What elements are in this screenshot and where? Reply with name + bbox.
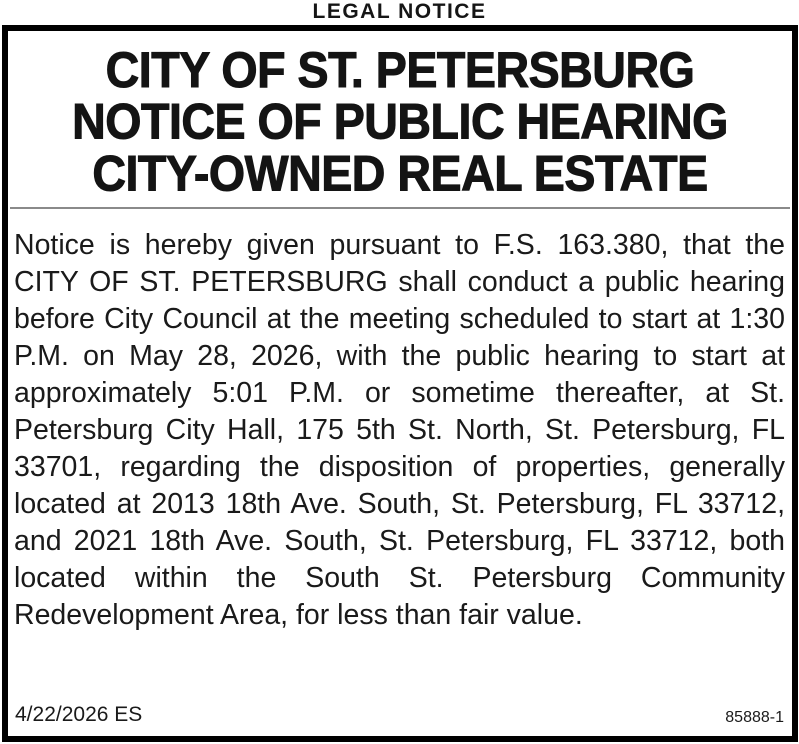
- legal-notice-header-label: LEGAL NOTICE: [312, 0, 487, 23]
- notice-body-text: Notice is hereby given pursuant to F.S. 163.380, that the CITY OF ST. PETERSBURG shall conduct a public hearing before City Council at the meeting scheduled to start at 1:30 P.M. on May 28, 2026, with the public hearing to start at approximately 5:01 P.M. or sometime thereafter, at St. Petersburg City Hall, 175 5th St. North, St. Petersburg, FL 33701, regarding the disposition of properties, generally located at 2013 18th Ave. South, St. Petersburg, FL 33712, and 2021 18th Ave. South, St. Petersburg, FL 33712, both located within the South St. Petersburg Community Redevelopment Area, for less than fair value.: [14, 229, 785, 631]
- notice-number-label: 85888-1: [725, 709, 784, 726]
- notice-title-line-1: CITY OF ST. PETERSBURG: [105, 42, 695, 99]
- publication-date-label: 4/22/2026 ES: [15, 703, 143, 726]
- notice-footer: [8, 702, 792, 736]
- notice-title: [8, 31, 792, 201]
- title-divider: [10, 207, 790, 209]
- notice-title-line-2: NOTICE OF PUBLIC HEARING: [72, 94, 728, 151]
- notice-title-line-3: CITY-OWNED REAL ESTATE: [92, 146, 708, 203]
- notice-box: [2, 25, 798, 742]
